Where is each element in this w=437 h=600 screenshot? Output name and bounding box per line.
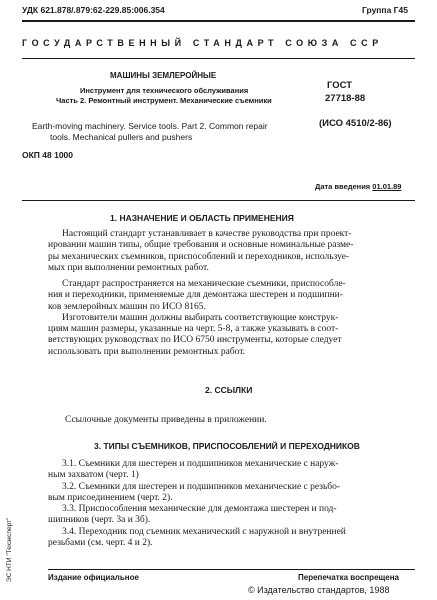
section-3-list (48, 459, 346, 549)
effective-date-value: 01.01.89 (372, 182, 402, 191)
paragraph-line: ветствующих руководствах по ИСО 6750 инструменты, которые следует (48, 335, 342, 346)
list-item: 3.4. Переходник под съемник механический с наружной и внутренней (62, 526, 346, 537)
vertical-watermark-text: ЭС НТИ "Техэксперт" (6, 517, 13, 582)
header-rule (22, 58, 415, 59)
gost-label: ГОСТ (327, 80, 353, 91)
paragraph-line: ков землеройных машин по ИСО 8165. (48, 301, 206, 312)
iso-number: (ИСО 4510/2-86) (319, 118, 392, 129)
section-2-text: Ссылочные документы приведены в приложении. (65, 415, 267, 425)
udk-code: УДК 621.878/.879:62-229.85:006.354 (22, 5, 165, 15)
section-2-heading: 2. ССЫЛКИ (205, 385, 253, 395)
paragraph-line: циям машин размеры, указанные на черт. 5-8, а также указывать в соот- (48, 324, 339, 335)
paragraph-line: Настоящий стандарт устанавливает в качестве руководства при проект- (62, 229, 352, 239)
list-item: шипников (черт. 3а и 3б). (48, 515, 151, 526)
effective-date-label: Дата введения (315, 182, 371, 191)
english-title-1: Earth-moving machinery. Service tools. Part 2. Common repair (32, 121, 268, 131)
list-item: вым присоединением (черт. 2). (48, 492, 173, 503)
footer-rule (48, 569, 415, 570)
state-standard-heading: ГОСУДАРСТВЕННЫЙ СТАНДАРТ СОЮЗА ССР (22, 38, 383, 48)
standard-subtitle-1: Инструмент для технического обслуживания (80, 86, 249, 95)
list-item: ным захватом (черт. 1) (48, 470, 139, 481)
paragraph-line: использовать при выполнении ремонтных работ. (48, 346, 246, 357)
copyright-notice: © Издательство стандартов, 1988 (248, 585, 390, 595)
group-code: Группа Г45 (362, 5, 408, 15)
list-item: 3.1. Съемники для шестерен и подшипников механические с наруж- (62, 459, 339, 469)
list-item: резьбами (см. черт. 4 и 2). (48, 538, 153, 549)
top-rule (22, 20, 415, 22)
title-block-rule (22, 200, 415, 201)
standard-subtitle-2: Часть 2. Ремонтный инструмент. Механические съемники (56, 96, 272, 105)
list-item: 3.2. Съемники для шестерен и подшипников механические с резьбо- (62, 481, 341, 492)
official-edition: Издание официальное (48, 573, 139, 582)
english-title-2: tools. Mechanical pullers and pushers (50, 132, 193, 142)
paragraph-line: мых при выполнении ремонтных работ. (48, 262, 209, 273)
section-1-heading: 1. НАЗНАЧЕНИЕ И ОБЛАСТЬ ПРИМЕНЕНИЯ (110, 213, 294, 223)
list-item: 3.3. Приспособления механические для демонтажа шестерен и под- (62, 504, 337, 515)
effective-date (315, 182, 401, 191)
paragraph-line: Стандарт распространяется на механические съемники, приспособле- (62, 279, 346, 289)
paragraph-line: Изготовители машин должны выбирать соответствующие конструк- (62, 312, 339, 323)
paragraph-line: ры механических съемников, приспособлений и переходников, используе- (48, 251, 350, 262)
section-3-heading: 3. ТИПЫ СЪЕМНИКОВ, ПРИСПОСОБЛЕНИЙ И ПЕРЕХОДНИКОВ (94, 441, 360, 451)
reprint-notice: Перепечатка воспрещена (298, 573, 399, 582)
paragraph-line: ировании машин типы, общие требования и основные номинальные разме- (48, 240, 354, 251)
section-1-paragraph-1 (48, 229, 353, 274)
standard-title: МАШИНЫ ЗЕМЛЕРОЙНЫЕ (110, 71, 217, 80)
paragraph-line: ния и переходники, применяемые для демонтажа шестерен и подшипни- (48, 290, 343, 301)
section-1-paragraph-2 (48, 279, 346, 358)
gost-number: 27718-88 (325, 93, 366, 104)
okp-code: ОКП 48 1000 (22, 150, 73, 160)
